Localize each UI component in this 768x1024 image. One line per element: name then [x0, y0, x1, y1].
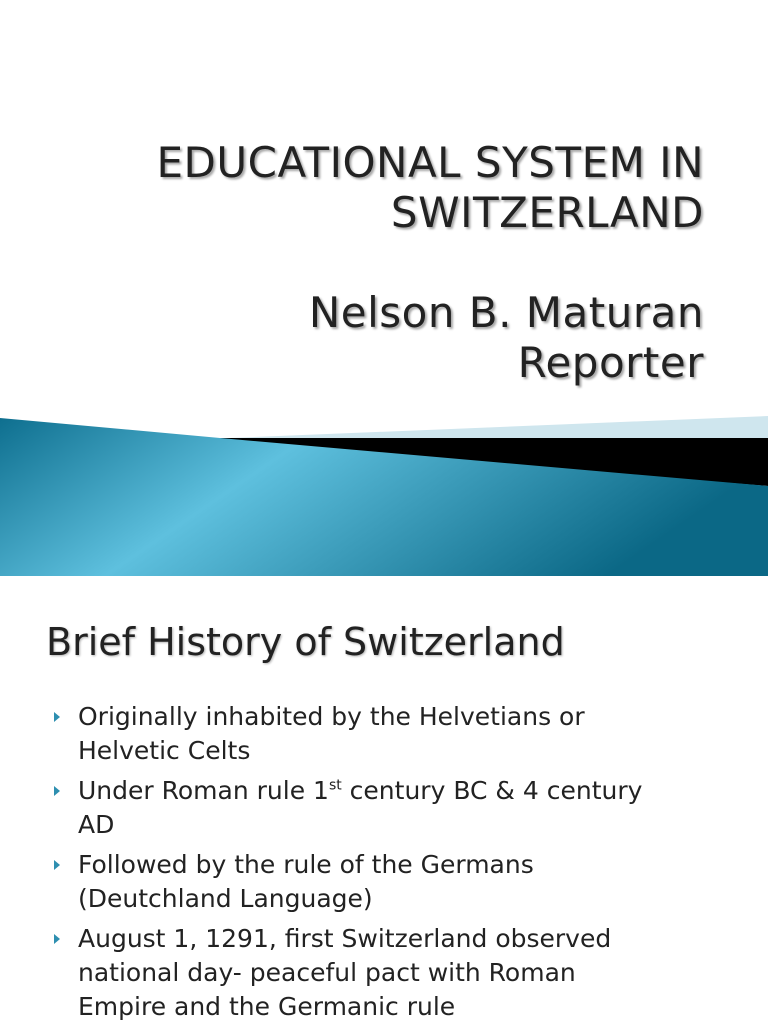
triangle-bullet-icon [54, 712, 60, 722]
ordinal-suffix: st [328, 777, 342, 794]
swoosh-pale-band [230, 416, 768, 438]
bullet-item [54, 774, 734, 842]
triangle-bullet-icon [54, 786, 60, 796]
bullet-list [54, 700, 734, 1024]
bullet-text-line [78, 774, 734, 808]
bullet-text-post: century BC & 4 century [341, 776, 643, 805]
slide-heading: Brief History of Switzerland [46, 620, 565, 664]
history-slide [0, 576, 768, 1024]
bullet-item [54, 700, 734, 768]
bullet-text-line: (Deutchland Language) [78, 884, 373, 913]
bullet-text-line: Empire and the Germanic rule [78, 992, 456, 1021]
bullet-text-line: August 1, 1291, first Switzerland observed [78, 924, 612, 953]
triangle-bullet-icon [54, 860, 60, 870]
decorative-swoosh [0, 410, 768, 576]
slide-title-line-2: SWITZERLAND [390, 188, 704, 237]
slide-title-line-1: EDUCATIONAL SYSTEM IN [156, 138, 704, 187]
bullet-text-line: Originally inhabited by the Helvetians or [78, 702, 585, 731]
title-spacer [44, 238, 704, 288]
bullet-text-line: AD [78, 810, 115, 839]
bullet-text-line: Followed by the rule of the Germans [78, 850, 534, 879]
bullet-text-line: national day- peaceful pact with Roman [78, 958, 576, 987]
bullet-text-line: Helvetic Celts [78, 736, 251, 765]
triangle-bullet-icon [54, 934, 60, 944]
author-role: Reporter [517, 338, 704, 387]
bullet-text-pre: Under Roman rule 1 [78, 776, 329, 805]
bullet-item [54, 848, 734, 916]
title-block [44, 138, 704, 388]
author-name: Nelson B. Maturan [308, 288, 704, 337]
bullet-item [54, 922, 734, 1024]
